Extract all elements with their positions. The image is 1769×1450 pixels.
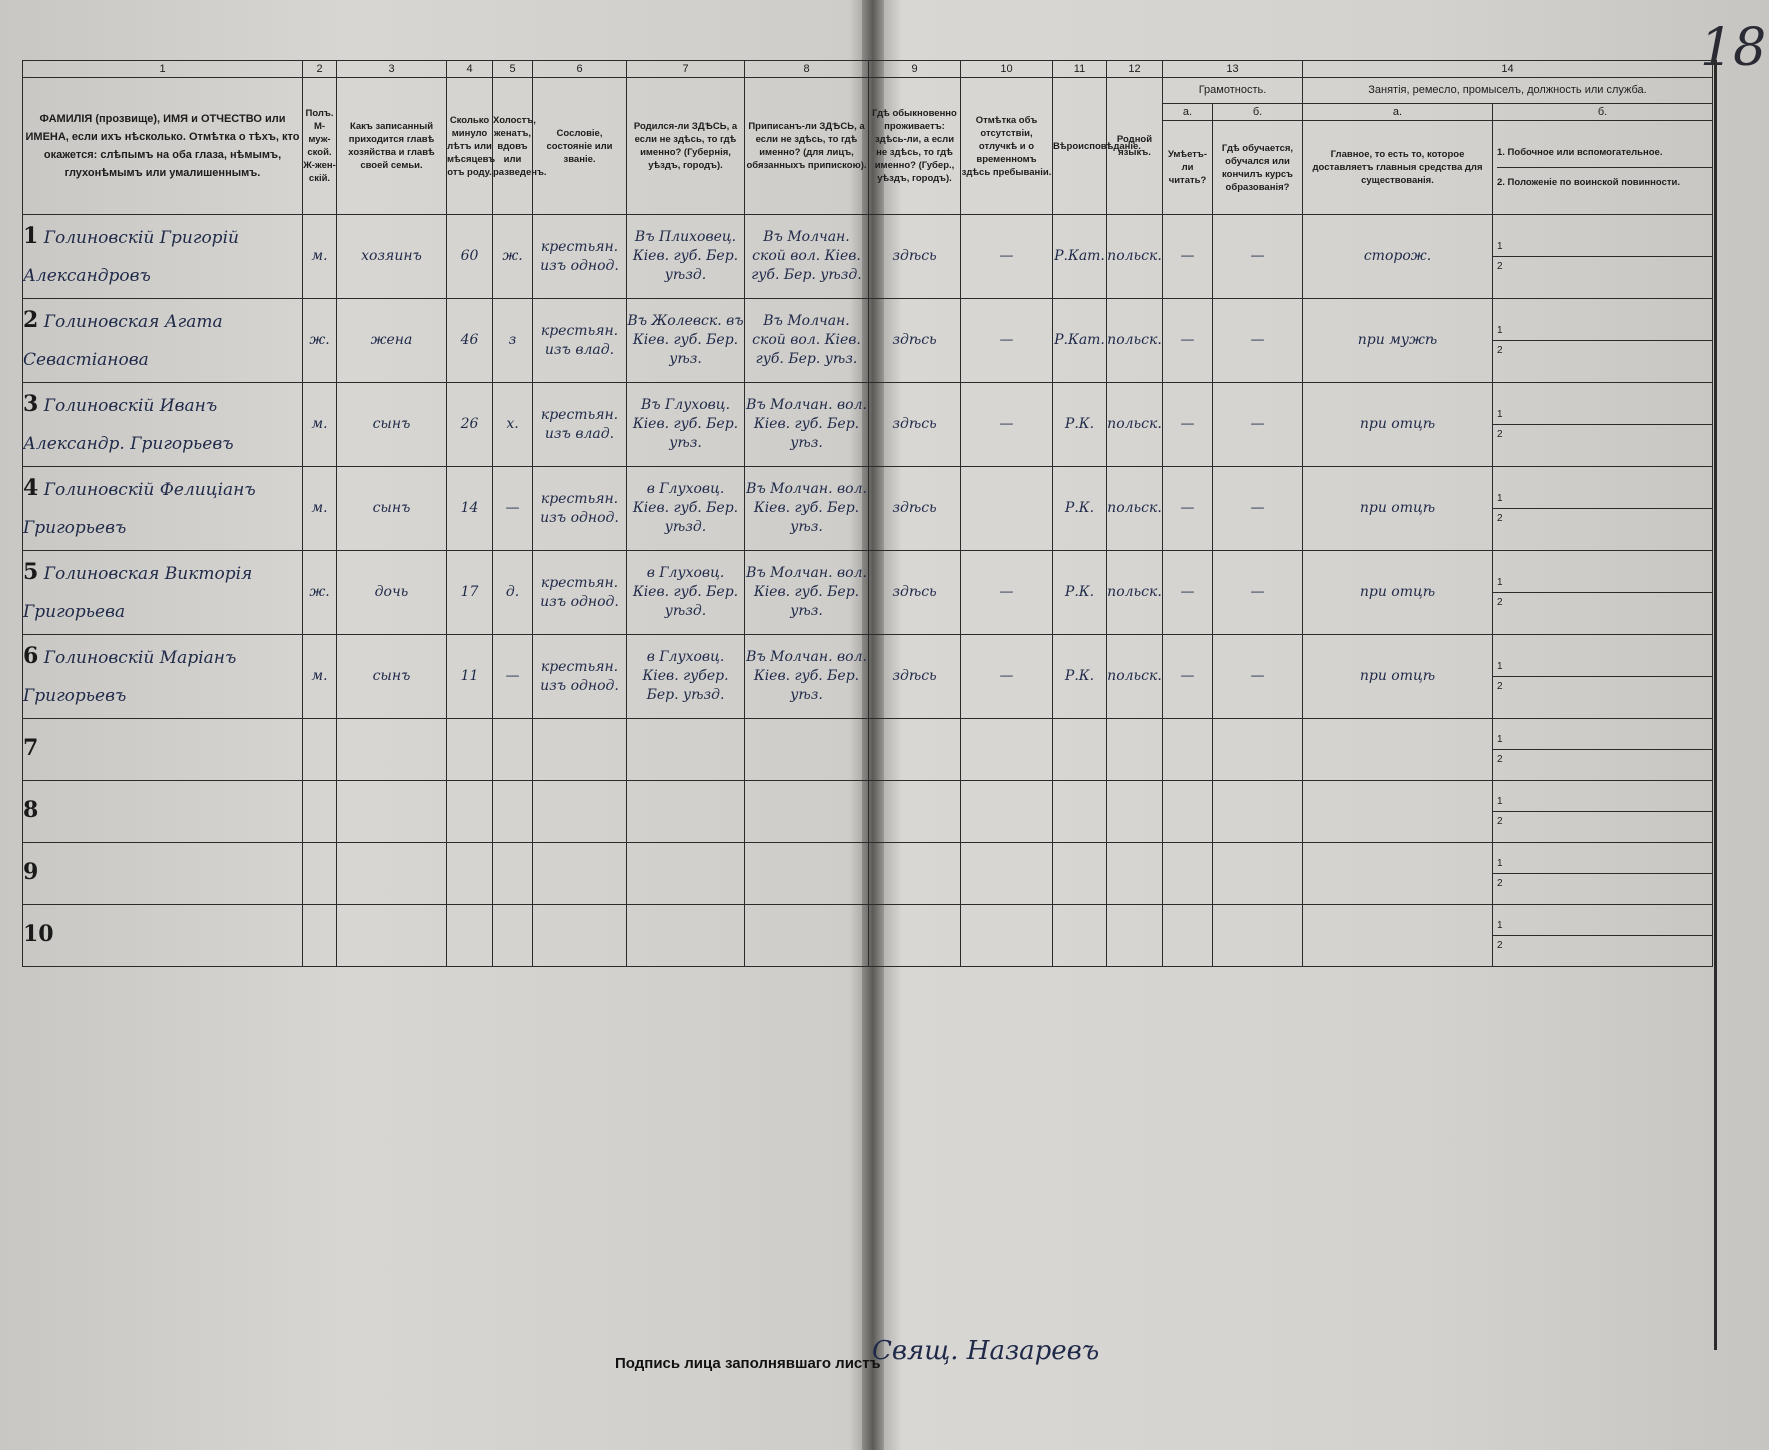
aux-occupation-split: [1493, 405, 1712, 444]
sex-cell: [303, 719, 337, 781]
census-row: [23, 843, 1713, 905]
row-number: 9: [23, 858, 39, 885]
header-aux-occupation: [1493, 121, 1713, 215]
absent-cell: [961, 905, 1053, 967]
header-absence: Отмѣтка объ отсутствіи, отлучкѣ и о временномъ здѣсь пребываніи.: [961, 78, 1053, 215]
header-age: Сколько минуло лѣтъ или мѣсяцевъ отъ роду.: [447, 78, 493, 215]
sex-cell: [303, 905, 337, 967]
aux-occupation-split: [1493, 573, 1712, 612]
person-name: Голиновскій Иванъ Александр. Григорьевъ: [23, 395, 234, 454]
person-name-cell: [23, 635, 303, 719]
aux-occupation-cell: [1493, 383, 1713, 467]
header-aux-1: 1. Побочное или вспомогательное.: [1497, 146, 1712, 168]
absent-cell: [961, 781, 1053, 843]
sex-cell: м.: [303, 635, 337, 719]
marital-cell: з: [493, 299, 533, 383]
aux-line-1: 1: [1493, 489, 1712, 509]
education-cell: —: [1213, 215, 1303, 299]
sex-cell: м.: [303, 383, 337, 467]
estate-cell: [533, 905, 627, 967]
colnum-13: 13: [1163, 61, 1303, 78]
header-literacy: Грамотность.: [1163, 78, 1303, 104]
census-row: [23, 635, 1713, 719]
born-cell: [627, 905, 745, 967]
absent-cell: [961, 467, 1053, 551]
sub-13b: б.: [1213, 103, 1303, 121]
occupation-cell: при отцѣ: [1303, 635, 1493, 719]
aux-occupation-split: [1493, 854, 1712, 893]
marital-cell: —: [493, 635, 533, 719]
sex-cell: м.: [303, 467, 337, 551]
education-cell: [1213, 905, 1303, 967]
can-read-cell: —: [1163, 551, 1213, 635]
sex-cell: [303, 843, 337, 905]
person-name-cell: [23, 215, 303, 299]
aux-line-1: 1: [1493, 321, 1712, 341]
header-religion: Вѣроисповѣданіе.: [1053, 78, 1107, 215]
census-row: [23, 299, 1713, 383]
census-row: [23, 719, 1713, 781]
aux-occupation-split: [1493, 916, 1712, 955]
aux-occupation-cell: [1493, 215, 1713, 299]
education-cell: —: [1213, 383, 1303, 467]
relation-cell: жена: [337, 299, 447, 383]
estate-cell: крестьян. изъ влад.: [533, 383, 627, 467]
born-cell: Въ Глуховц. Кіев. губ. Бер. уѣз.: [627, 383, 745, 467]
sex-cell: ж.: [303, 299, 337, 383]
census-row: [23, 551, 1713, 635]
resides-cell: здѣсь: [869, 383, 961, 467]
age-cell: [447, 843, 493, 905]
language-cell: [1107, 905, 1163, 967]
header-registered: Приписанъ-ли ЗДѢСЬ, а если не здѣсь, то гдѣ именно? (для лицъ, обязанныхъ припискою).: [745, 78, 869, 215]
age-cell: 14: [447, 467, 493, 551]
row-number: 2: [23, 306, 39, 333]
occupation-cell: [1303, 719, 1493, 781]
resides-cell: здѣсь: [869, 635, 961, 719]
can-read-cell: [1163, 905, 1213, 967]
header-relation: Какъ записанный приходится главѣ хозяйства и главѣ своей семьи.: [337, 78, 447, 215]
resides-cell: [869, 781, 961, 843]
age-cell: 11: [447, 635, 493, 719]
can-read-cell: [1163, 719, 1213, 781]
aux-line-1: 1: [1493, 657, 1712, 677]
aux-line-1: 1: [1493, 916, 1712, 936]
aux-line-2: 2: [1497, 597, 1503, 608]
census-row: [23, 781, 1713, 843]
colnum-4: 4: [447, 61, 493, 78]
aux-occupation-cell: [1493, 635, 1713, 719]
person-name: Голиновская Агата Севастіанова: [23, 311, 223, 370]
header-aux-2: 2. Положеніе по воинской повинности.: [1497, 177, 1681, 189]
row-number: 10: [23, 920, 54, 947]
estate-cell: [533, 843, 627, 905]
registered-cell: Въ Молчан. ской вол. Кіев. губ. Бер. уѣз.: [745, 299, 869, 383]
row-number: 8: [23, 796, 39, 823]
language-cell: [1107, 781, 1163, 843]
age-cell: 46: [447, 299, 493, 383]
religion-cell: [1053, 719, 1107, 781]
can-read-cell: —: [1163, 383, 1213, 467]
occupation-cell: [1303, 781, 1493, 843]
born-cell: в Глуховц. Кіев. губ. Бер. уѣзд.: [627, 467, 745, 551]
registered-cell: Въ Молчан. вол. Кіев. губ. Бер. уѣз.: [745, 635, 869, 719]
estate-cell: крестьян. изъ однод.: [533, 551, 627, 635]
column-header-row: [23, 78, 1713, 104]
aux-line-1: 1: [1493, 405, 1712, 425]
born-cell: в Глуховц. Кіев. губ. Бер. уѣзд.: [627, 551, 745, 635]
can-read-cell: [1163, 843, 1213, 905]
aux-occupation-cell: [1493, 843, 1713, 905]
column-number-row: [23, 61, 1713, 78]
row-number: 5: [23, 558, 39, 585]
page-number: 18: [1700, 18, 1767, 78]
can-read-cell: [1163, 781, 1213, 843]
religion-cell: Р.Кат.: [1053, 299, 1107, 383]
age-cell: 26: [447, 383, 493, 467]
registered-cell: [745, 843, 869, 905]
aux-line-2: 2: [1497, 513, 1503, 524]
language-cell: польск.: [1107, 467, 1163, 551]
resides-cell: здѣсь: [869, 299, 961, 383]
signature-handwritten: Свящ. Назаревъ: [872, 1336, 1100, 1366]
person-name: Голиновскій Григорій Александровъ: [23, 227, 239, 286]
marital-cell: [493, 843, 533, 905]
estate-cell: крестьян. изъ однод.: [533, 635, 627, 719]
aux-line-2: 2: [1497, 345, 1503, 356]
born-cell: Въ Плиховец. Кіев. губ. Бер. уѣзд.: [627, 215, 745, 299]
aux-occupation-split: [1493, 321, 1712, 360]
born-cell: [627, 719, 745, 781]
header-marital: Холостъ, женатъ, вдовъ или разведенъ.: [493, 78, 533, 215]
person-name: Голиновскій Фелиціанъ Григорьевъ: [23, 479, 256, 538]
can-read-cell: —: [1163, 215, 1213, 299]
registered-cell: Въ Молчан. ской вол. Кіев. губ. Бер. уѣзд.: [745, 215, 869, 299]
person-name-cell: [23, 781, 303, 843]
can-read-cell: —: [1163, 299, 1213, 383]
aux-occupation-cell: [1493, 551, 1713, 635]
absent-cell: —: [961, 551, 1053, 635]
aux-line-2: 2: [1497, 429, 1503, 440]
resides-cell: здѣсь: [869, 467, 961, 551]
census-table: [22, 60, 1713, 967]
header-sex: Полъ. М-муж-ской. Ж-жен-скій.: [303, 78, 337, 215]
born-cell: [627, 843, 745, 905]
resides-cell: [869, 719, 961, 781]
relation-cell: сынъ: [337, 383, 447, 467]
aux-line-1: 1: [1493, 792, 1712, 812]
education-cell: —: [1213, 467, 1303, 551]
relation-cell: [337, 781, 447, 843]
registered-cell: [745, 719, 869, 781]
resides-cell: здѣсь: [869, 215, 961, 299]
education-cell: —: [1213, 635, 1303, 719]
colnum-9: 9: [869, 61, 961, 78]
aux-line-2: 2: [1497, 816, 1503, 827]
registered-cell: [745, 905, 869, 967]
colnum-10: 10: [961, 61, 1053, 78]
aux-occupation-split: [1493, 730, 1712, 769]
language-cell: польск.: [1107, 215, 1163, 299]
header-name: ФАМИЛІЯ (прозвище), ИМЯ и ОТЧЕСТВО или ИМЕНА, если ихъ нѣсколько. Отмѣтка о тѣхъ, кто окажется: слѣпымъ на оба глаза, нѣмымъ, глухонѣмымъ или умалишеннымъ.: [23, 78, 303, 215]
row-number: 3: [23, 390, 39, 417]
table-right-border: [1714, 60, 1747, 1350]
colnum-12: 12: [1107, 61, 1163, 78]
colnum-7: 7: [627, 61, 745, 78]
relation-cell: сынъ: [337, 467, 447, 551]
colnum-8: 8: [745, 61, 869, 78]
absent-cell: —: [961, 383, 1053, 467]
estate-cell: крестьян. изъ влад.: [533, 299, 627, 383]
education-cell: [1213, 719, 1303, 781]
education-cell: [1213, 781, 1303, 843]
born-cell: в Глуховц. Кіев. губер. Бер. уѣзд.: [627, 635, 745, 719]
occupation-cell: [1303, 905, 1493, 967]
language-cell: польск.: [1107, 383, 1163, 467]
person-name-cell: [23, 905, 303, 967]
marital-cell: х.: [493, 383, 533, 467]
aux-occupation-cell: [1493, 299, 1713, 383]
aux-line-1: 1: [1493, 237, 1712, 257]
aux-line-2: 2: [1497, 681, 1503, 692]
header-occupation: Занятія, ремесло, промыселъ, должность или служба.: [1303, 78, 1713, 104]
header-education: Гдѣ обучается, обучался или кончилъ курсъ образованія?: [1213, 121, 1303, 215]
colnum-3: 3: [337, 61, 447, 78]
aux-occupation-split: [1493, 792, 1712, 831]
header-estate: Сословіе, состояніе или званіе.: [533, 78, 627, 215]
age-cell: [447, 781, 493, 843]
marital-cell: [493, 719, 533, 781]
religion-cell: Р.К.: [1053, 383, 1107, 467]
aux-line-2: 2: [1497, 940, 1503, 951]
signature-label: Подпись лица заполнявшаго листъ: [615, 1355, 881, 1372]
education-cell: —: [1213, 299, 1303, 383]
marital-cell: ж.: [493, 215, 533, 299]
religion-cell: [1053, 843, 1107, 905]
registered-cell: [745, 781, 869, 843]
born-cell: Въ Жолевск. въ Кіев. губ. Бер. уѣз.: [627, 299, 745, 383]
occupation-cell: при отцѣ: [1303, 383, 1493, 467]
occupation-cell: при отцѣ: [1303, 467, 1493, 551]
row-number: 6: [23, 642, 39, 669]
marital-cell: д.: [493, 551, 533, 635]
row-number: 1: [23, 222, 39, 249]
language-cell: [1107, 843, 1163, 905]
resides-cell: здѣсь: [869, 551, 961, 635]
colnum-1: 1: [23, 61, 303, 78]
aux-line-2: 2: [1497, 878, 1503, 889]
education-cell: [1213, 843, 1303, 905]
estate-cell: [533, 781, 627, 843]
religion-cell: Р.Кат.: [1053, 215, 1107, 299]
aux-line-1: 1: [1493, 573, 1712, 593]
absent-cell: —: [961, 635, 1053, 719]
religion-cell: [1053, 781, 1107, 843]
aux-occupation-cell: [1493, 905, 1713, 967]
colnum-2: 2: [303, 61, 337, 78]
estate-cell: крестьян. изъ однод.: [533, 467, 627, 551]
sex-cell: ж.: [303, 551, 337, 635]
aux-occupation-split: [1493, 657, 1712, 696]
occupation-cell: сторож.: [1303, 215, 1493, 299]
colnum-11: 11: [1053, 61, 1107, 78]
row-number: 4: [23, 474, 39, 501]
person-name-cell: [23, 383, 303, 467]
relation-cell: сынъ: [337, 635, 447, 719]
aux-occupation-cell: [1493, 467, 1713, 551]
person-name-cell: [23, 299, 303, 383]
census-row: [23, 383, 1713, 467]
aux-occupation-cell: [1493, 781, 1713, 843]
census-rows: [23, 215, 1713, 967]
age-cell: 17: [447, 551, 493, 635]
person-name-cell: [23, 843, 303, 905]
header-birthplace: Родился-ли ЗДѢСЬ, а если не здѣсь, то гдѣ именно? (Губернія, уѣздъ, городъ).: [627, 78, 745, 215]
relation-cell: дочь: [337, 551, 447, 635]
header-can-read: Умѣетъ-ли читать?: [1163, 121, 1213, 215]
relation-cell: [337, 905, 447, 967]
occupation-cell: при мужѣ: [1303, 299, 1493, 383]
colnum-5: 5: [493, 61, 533, 78]
religion-cell: Р.К.: [1053, 551, 1107, 635]
language-cell: польск.: [1107, 299, 1163, 383]
can-read-cell: —: [1163, 635, 1213, 719]
registered-cell: Въ Молчан. вол. Кіев. губ. Бер. уѣз.: [745, 383, 869, 467]
census-row: [23, 467, 1713, 551]
marital-cell: [493, 781, 533, 843]
sex-cell: м.: [303, 215, 337, 299]
header-main-occupation: Главное, то есть то, которое доставляетъ главныя средства для существованія.: [1303, 121, 1493, 215]
row-number: 7: [23, 734, 39, 761]
estate-cell: крестьян. изъ однод.: [533, 215, 627, 299]
age-cell: [447, 719, 493, 781]
aux-line-2: 2: [1497, 754, 1503, 765]
occupation-cell: при отцѣ: [1303, 551, 1493, 635]
aux-occupation-cell: [1493, 719, 1713, 781]
sex-cell: [303, 781, 337, 843]
education-cell: —: [1213, 551, 1303, 635]
language-cell: [1107, 719, 1163, 781]
census-row: [23, 905, 1713, 967]
marital-cell: [493, 905, 533, 967]
resides-cell: [869, 843, 961, 905]
relation-cell: [337, 843, 447, 905]
language-cell: польск.: [1107, 635, 1163, 719]
absent-cell: [961, 843, 1053, 905]
sub-14a: а.: [1303, 103, 1493, 121]
can-read-cell: —: [1163, 467, 1213, 551]
aux-occupation-split: [1493, 237, 1712, 276]
header-language: Родной языкъ.: [1107, 78, 1163, 215]
religion-cell: Р.К.: [1053, 635, 1107, 719]
absent-cell: —: [961, 299, 1053, 383]
aux-line-1: 1: [1493, 730, 1712, 750]
colnum-6: 6: [533, 61, 627, 78]
registered-cell: Въ Молчан. вол. Кіев. губ. Бер. уѣз.: [745, 551, 869, 635]
aux-line-1: 1: [1493, 854, 1712, 874]
person-name: Голиновскій Маріанъ Григорьевъ: [23, 647, 237, 706]
aux-line-2: 2: [1497, 261, 1503, 272]
registered-cell: Въ Молчан. вол. Кіев. губ. Бер. уѣз.: [745, 467, 869, 551]
born-cell: [627, 781, 745, 843]
relation-cell: хозяинъ: [337, 215, 447, 299]
absent-cell: [961, 719, 1053, 781]
person-name-cell: [23, 551, 303, 635]
colnum-14: 14: [1303, 61, 1713, 78]
age-cell: [447, 905, 493, 967]
absent-cell: —: [961, 215, 1053, 299]
sub-13a: а.: [1163, 103, 1213, 121]
person-name-cell: [23, 719, 303, 781]
relation-cell: [337, 719, 447, 781]
person-name: Голиновская Викторія Григорьева: [23, 563, 253, 622]
occupation-cell: [1303, 843, 1493, 905]
header-residence: Гдѣ обыкновенно проживаетъ: здѣсь-ли, а если не здѣсь, то гдѣ именно? (Губер., уѣздъ, городъ).: [869, 78, 961, 215]
estate-cell: [533, 719, 627, 781]
aux-occupation-split: [1493, 489, 1712, 528]
marital-cell: —: [493, 467, 533, 551]
resides-cell: [869, 905, 961, 967]
language-cell: польск.: [1107, 551, 1163, 635]
age-cell: 60: [447, 215, 493, 299]
person-name-cell: [23, 467, 303, 551]
religion-cell: Р.К.: [1053, 467, 1107, 551]
religion-cell: [1053, 905, 1107, 967]
sub-14b: б.: [1493, 103, 1713, 121]
census-row: [23, 215, 1713, 299]
